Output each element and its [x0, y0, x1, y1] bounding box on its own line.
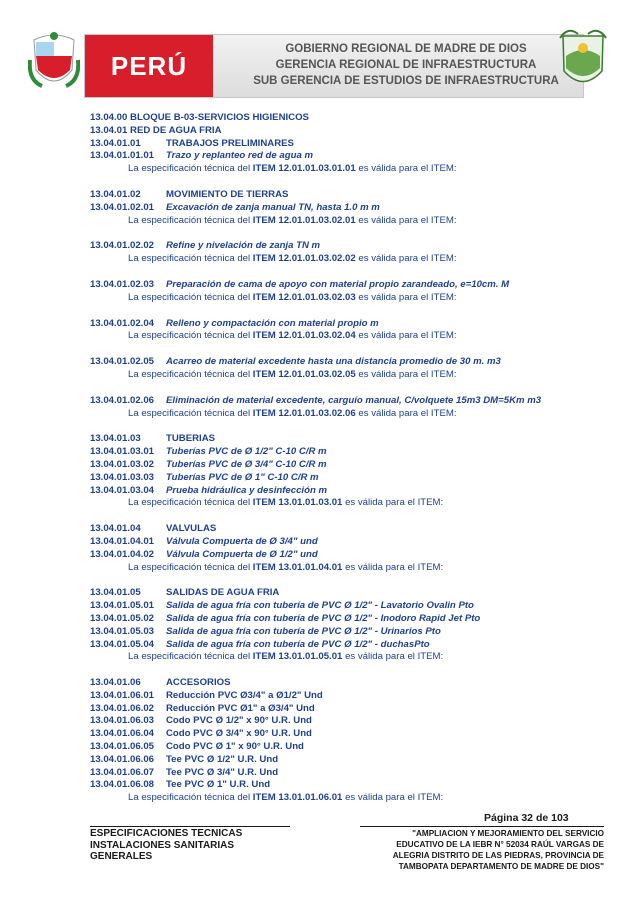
item-description: VALVULAS — [166, 523, 217, 535]
spec-reference: La especificación técnica del ITEM 12.01.01.03.02.05 es válida para el ITEM: — [128, 368, 457, 380]
item-description: Codo PVC Ø 1/2" x 90° U.R. Und — [166, 715, 312, 727]
item-code: 13.04.01.05 — [90, 587, 141, 599]
item-code: 13.04.01.04.01 — [90, 535, 155, 547]
item-code: 13.04.01.03.01 — [90, 446, 155, 458]
item-code: 13.04.01.06.04 — [90, 728, 155, 740]
item-description: Eliminación de material excedente, carguío manual, C/volquete 15m3 DM=5Km m3 — [166, 394, 542, 406]
item-code: 13.04.01.02.01 — [90, 201, 155, 213]
item-description: Salida de agua fría con tubería de PVC Ø 1/2" - Urinarios Pto — [166, 625, 441, 637]
regional-emblem-icon — [558, 26, 608, 96]
item-code: 13.04.01.05.03 — [90, 625, 155, 637]
item-code: 13.04.01.02.06 — [90, 394, 155, 406]
page-number: Página 32 de 103 — [484, 812, 569, 824]
item-description: Prueba hidráulica y desinfección m — [166, 484, 328, 496]
item-code: 13.04.01.03.02 — [90, 458, 155, 470]
item-code: 13.04.01.02.02 — [90, 240, 155, 252]
item-code: 13.04.01.02.03 — [90, 278, 155, 290]
item-code: 13.04.01.06.05 — [90, 741, 155, 753]
item-code: 13.04.01.03.04 — [90, 484, 155, 496]
item-description: Tuberías PVC de Ø 1" C-10 C/R m — [166, 471, 319, 483]
banner-line-2: GERENCIA REGIONAL DE INFRAESTRUCTURA — [275, 59, 537, 71]
item-code: 13.04.01.04.02 — [90, 548, 155, 560]
section-heading: 13.04.01 RED DE AGUA FRIA — [90, 124, 222, 136]
spec-reference: La especificación técnica del ITEM 12.01.01.03.02.02 es válida para el ITEM: — [128, 253, 457, 265]
item-description: SALIDAS DE AGUA FRIA — [166, 587, 280, 599]
item-description: Tee PVC Ø 1" U.R. Und — [166, 779, 271, 791]
item-code: 13.04.01.02.05 — [90, 356, 155, 368]
item-description: Válvula Compuerta de Ø 3/4" und — [166, 535, 318, 547]
item-description: Acarreo de material excedente hasta una distancia promedio de 30 m. m3 — [166, 356, 501, 368]
item-description: Preparación de cama de apoyo con material propio zarandeado, e=10cm. M — [166, 278, 510, 290]
item-description: Válvula Compuerta de Ø 1/2" und — [166, 548, 318, 560]
item-code: 13.04.01.01.01 — [90, 150, 155, 162]
item-description: TUBERIAS — [166, 433, 216, 445]
item-code: 13.04.01.05.01 — [90, 600, 155, 612]
item-description: Salida de agua fría con tubería de PVC Ø 1/2" - duchasPto — [166, 638, 430, 650]
item-description: TRABAJOS PRELIMINARES — [166, 137, 294, 149]
item-code: 13.04.01.03 — [90, 433, 141, 445]
item-code: 13.04.01.06 — [90, 677, 141, 689]
item-code: 13.04.01.01 — [90, 137, 141, 149]
item-description: MOVIMIENTO DE TIERRAS — [166, 188, 289, 200]
item-description: Trazo y replanteo red de agua m — [166, 150, 313, 162]
item-description: Tuberías PVC de Ø 1/2" C-10 C/R m — [166, 446, 327, 458]
item-description: Refine y nivelación de zanja TN m — [166, 240, 321, 252]
item-description: Codo PVC Ø 1" x 90° U.R. Und — [166, 741, 304, 753]
specifications-body — [90, 112, 600, 805]
institution-banner — [84, 34, 584, 98]
item-code: 13.04.01.04 — [90, 523, 141, 535]
item-code: 13.04.01.05.04 — [90, 638, 155, 650]
item-code: 13.04.01.06.03 — [90, 715, 155, 727]
item-code: 13.04.01.06.07 — [90, 766, 155, 778]
spec-reference: La especificación técnica del ITEM 12.01.01.03.02.01 es válida para el ITEM: — [128, 214, 457, 226]
spec-reference: La especificación técnica del ITEM 12.01.01.03.02.04 es válida para el ITEM: — [128, 330, 457, 342]
item-description: ACCESORIOS — [166, 677, 231, 689]
item-code: 13.04.01.02.04 — [90, 317, 155, 329]
spec-reference: La especificación técnica del ITEM 13.01.01.04.01 es válida para el ITEM: — [128, 561, 444, 573]
peru-coat-of-arms-icon — [28, 30, 80, 92]
spec-reference: La especificación técnica del ITEM 12.01.01.03.01.01 es válida para el ITEM: — [128, 163, 457, 175]
spec-reference: La especificación técnica del ITEM 13.01.01.06.01 es válida para el ITEM: — [128, 792, 444, 804]
item-description: Tee PVC Ø 3/4" U.R. Und — [166, 766, 279, 778]
item-code: 13.04.01.05.02 — [90, 612, 155, 624]
item-description: Tuberías PVC de Ø 3/4" C-10 C/R m — [166, 458, 327, 470]
item-code: 13.04.01.06.01 — [90, 689, 155, 701]
item-description: Reducción PVC Ø3/4" a Ø1/2" Und — [166, 689, 323, 701]
spec-reference: La especificación técnica del ITEM 13.01.01.03.01 es válida para el ITEM: — [128, 497, 444, 509]
item-description: Reducción PVC Ø1" a Ø3/4" Und — [166, 702, 315, 714]
banner-line-1: GOBIERNO REGIONAL DE MADRE DE DIOS — [285, 43, 527, 55]
page-header — [28, 22, 608, 102]
spec-reference: La especificación técnica del ITEM 12.01.01.03.02.06 es válida para el ITEM: — [128, 407, 457, 419]
footer-project-name: "AMPLIACION Y MEJORAMIENTO DEL SERVICIO EDUCATIVO DE LA IEBR N° 52034 RAÚL VARGAS DE ALEGRIA DISTRITO DE LAS PIEDRAS, PROVINCIA DE TAMBOPATA DEPARTAMENTO DE MADRE DE DIOS" — [360, 826, 604, 872]
item-description: Relleno y compactación con material propio m — [166, 317, 379, 329]
item-code: 13.04.01.06.02 — [90, 702, 155, 714]
item-description: Salida de agua fría con tubería de PVC Ø 1/2" - Lavatorio Ovalin Pto — [166, 600, 474, 612]
item-description: Excavación de zanja manual TN, hasta 1.0 m m — [166, 201, 380, 213]
item-description: Tee PVC Ø 1/2" U.R. Und — [166, 753, 279, 765]
footer-document-title: ESPECIFICACIONES TECNICAS INSTALACIONES SANITARIAS GENERALES — [90, 826, 290, 863]
item-description: Codo PVC Ø 3/4" x 90° U.R. Und — [166, 728, 312, 740]
spec-reference: La especificación técnica del ITEM 13.01.01.05.01 es válida para el ITEM: — [128, 651, 444, 663]
item-code: 13.04.01.03.03 — [90, 471, 155, 483]
item-description: Salida de agua fría con tubería de PVC Ø 1/2" - Inodoro Rapid Jet Pto — [166, 612, 481, 624]
item-code: 13.04.01.02 — [90, 188, 141, 200]
peru-brand: PERÚ — [85, 35, 213, 97]
spec-reference: La especificación técnica del ITEM 12.01.01.03.02.03 es válida para el ITEM: — [128, 291, 457, 303]
item-code: 13.04.01.06.06 — [90, 753, 155, 765]
item-code: 13.04.01.06.08 — [90, 779, 155, 791]
banner-line-3: SUB GERENCIA DE ESTUDIOS DE INFRAESTRUCTURA — [253, 75, 559, 87]
section-heading: 13.04.00 BLOQUE B-03-SERVICIOS HIGIENICOS — [90, 112, 309, 123]
